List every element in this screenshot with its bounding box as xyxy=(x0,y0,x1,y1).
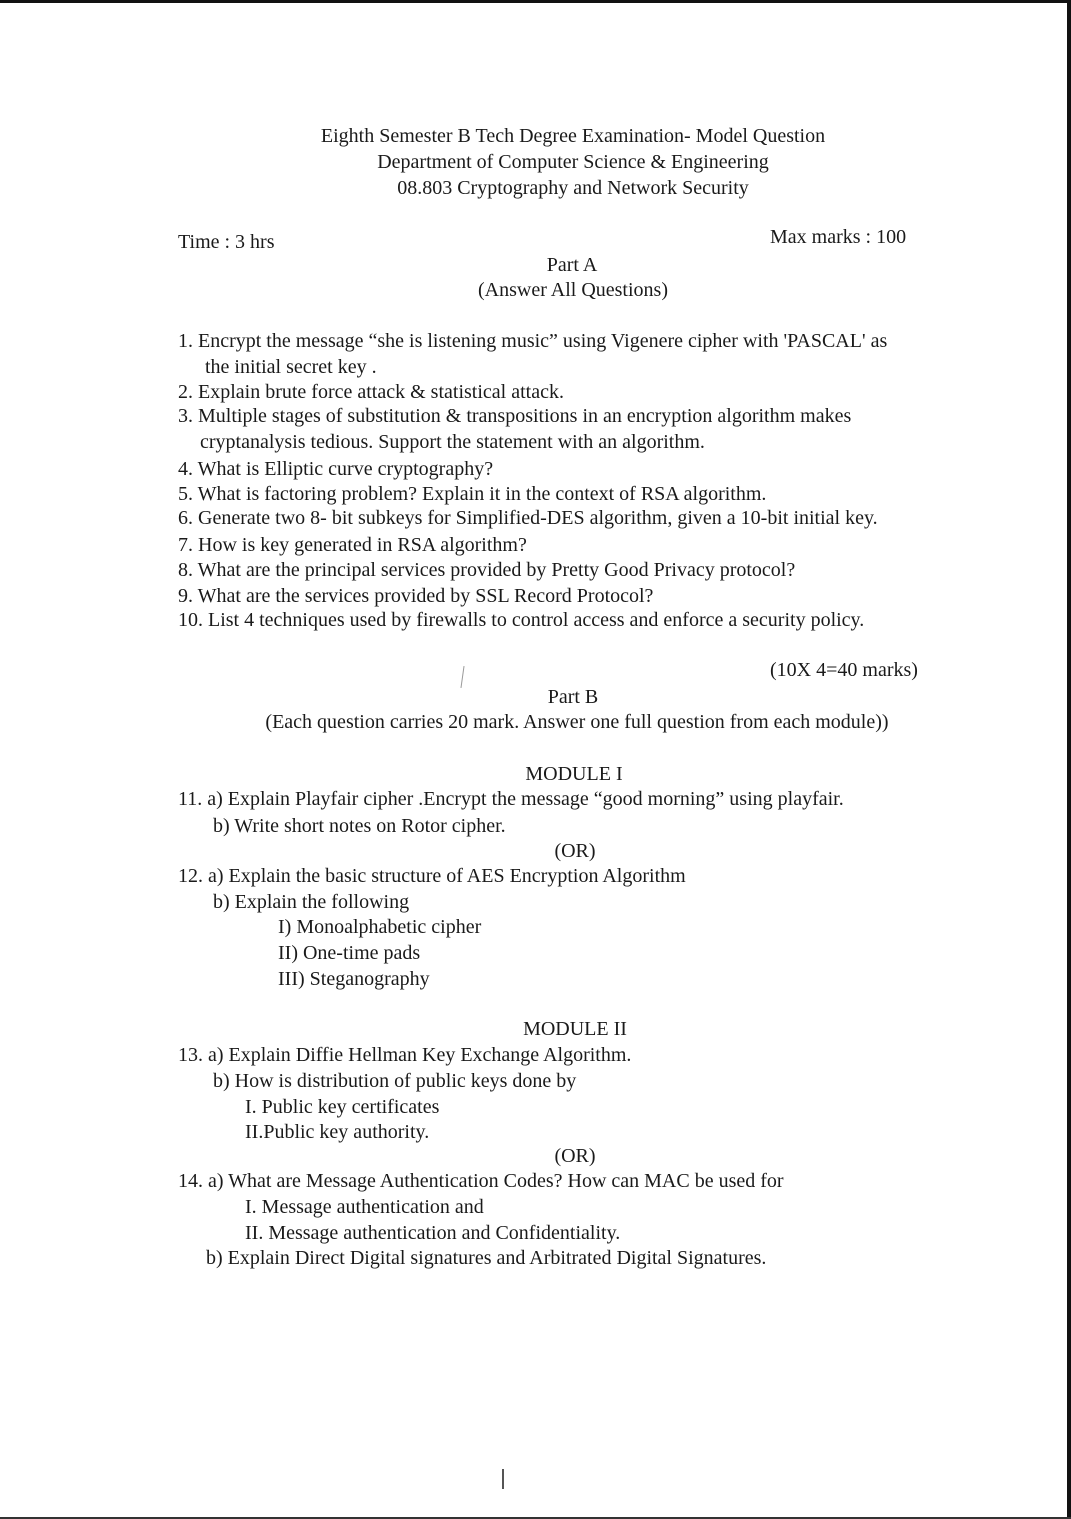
question-14b: b) Explain Direct Digital signatures and Arbitrated Digital Signatures. xyxy=(206,1247,767,1269)
question-9: 9. What are the services provided by SSL Record Protocol? xyxy=(178,585,654,607)
course-title: 08.803 Cryptography and Network Security xyxy=(397,177,749,199)
module-1-title: MODULE I xyxy=(525,763,623,785)
question-12-item-3: III) Steganogrаphy xyxy=(278,968,430,990)
question-13-item-2: II.Public key authority. xyxy=(245,1121,430,1143)
question-14a: 14. a) What are Message Authentication Codes? How can MAC be used for xyxy=(178,1170,784,1192)
question-1: 1. Encrypt the message “she is listening music” using Vigenere cipher with 'PASCAL' as xyxy=(178,330,888,352)
scan-border-top xyxy=(0,0,1071,3)
time-allowed: Time : 3 hrs xyxy=(178,231,275,253)
module-2-or: (OR) xyxy=(554,1145,596,1167)
question-5: 5. What is factoring problem? Explain it in the context of RSA algorithm. xyxy=(178,483,767,505)
question-10: 10. List 4 techniques used by firewalls to control access and enforce a security policy. xyxy=(178,609,865,631)
question-12a: 12. a) Explain the basic structure of AES Encryption Algorithm xyxy=(178,865,686,887)
pen-mark xyxy=(460,666,464,688)
part-a-marks: (10X 4=40 marks) xyxy=(770,659,918,681)
scan-border-right xyxy=(1067,0,1071,1519)
part-a-title: Part A xyxy=(546,254,598,276)
part-a-instruction: (Answer All Questions) xyxy=(478,279,668,301)
question-14-item-1: I. Message authentication and xyxy=(245,1196,484,1218)
question-2: 2. Explain brute force attack & statistical attack. xyxy=(178,381,564,403)
part-b-instruction: (Each question carries 20 mark. Answer one full question from each module)) xyxy=(265,711,889,733)
question-12b: b) Explain the following xyxy=(213,891,410,913)
question-6: 6. Generate two 8- bit subkeys for Simplified-DES algorithm, given a 10-bit initial key. xyxy=(178,507,878,529)
question-8: 8. What are the principal services provided by Pretty Good Privacy protocol? xyxy=(178,559,796,581)
question-11b: b) Write short notes on Rotor cipher. xyxy=(213,815,506,837)
question-3: 3. Multiple stages of substitution & transpositions in an encryption algorithm makes xyxy=(178,405,852,427)
part-b-title: Part B xyxy=(547,686,599,708)
exam-title: Eighth Semester B Tech Degree Examination- Model Question xyxy=(320,125,826,147)
question-12-item-1: I) Monoalphabetic cipher xyxy=(278,916,482,938)
question-14-item-2: II. Message authentication and Confidentiality. xyxy=(245,1222,621,1244)
module-2-title: MODULE II xyxy=(523,1018,627,1040)
question-1-cont: the initial secret key . xyxy=(205,356,377,378)
module-1-or: (OR) xyxy=(554,840,596,862)
department-name: Department of Computer Science & Engineering xyxy=(377,151,769,173)
question-13-item-1: I. Public key certificates xyxy=(245,1096,440,1118)
question-13b: b) How is distribution of public keys done by xyxy=(213,1070,577,1092)
question-7: 7. How is key generated in RSA algorithm? xyxy=(178,534,527,556)
question-12-item-2: II) One-time pads xyxy=(278,942,421,964)
question-3-cont: cryptanalysis tedious. Support the statement with an algorithm. xyxy=(200,431,705,453)
page-number-mark xyxy=(502,1469,504,1489)
question-4: 4. What is Elliptic curve cryptography? xyxy=(178,458,494,480)
question-11a: 11. a) Explain Playfair cipher .Encrypt the message “good morning” using playfair. xyxy=(178,788,844,810)
question-13a: 13. a) Explain Diffie Hellman Key Exchange Algorithm. xyxy=(178,1044,632,1066)
max-marks: Max marks : 100 xyxy=(770,226,907,248)
